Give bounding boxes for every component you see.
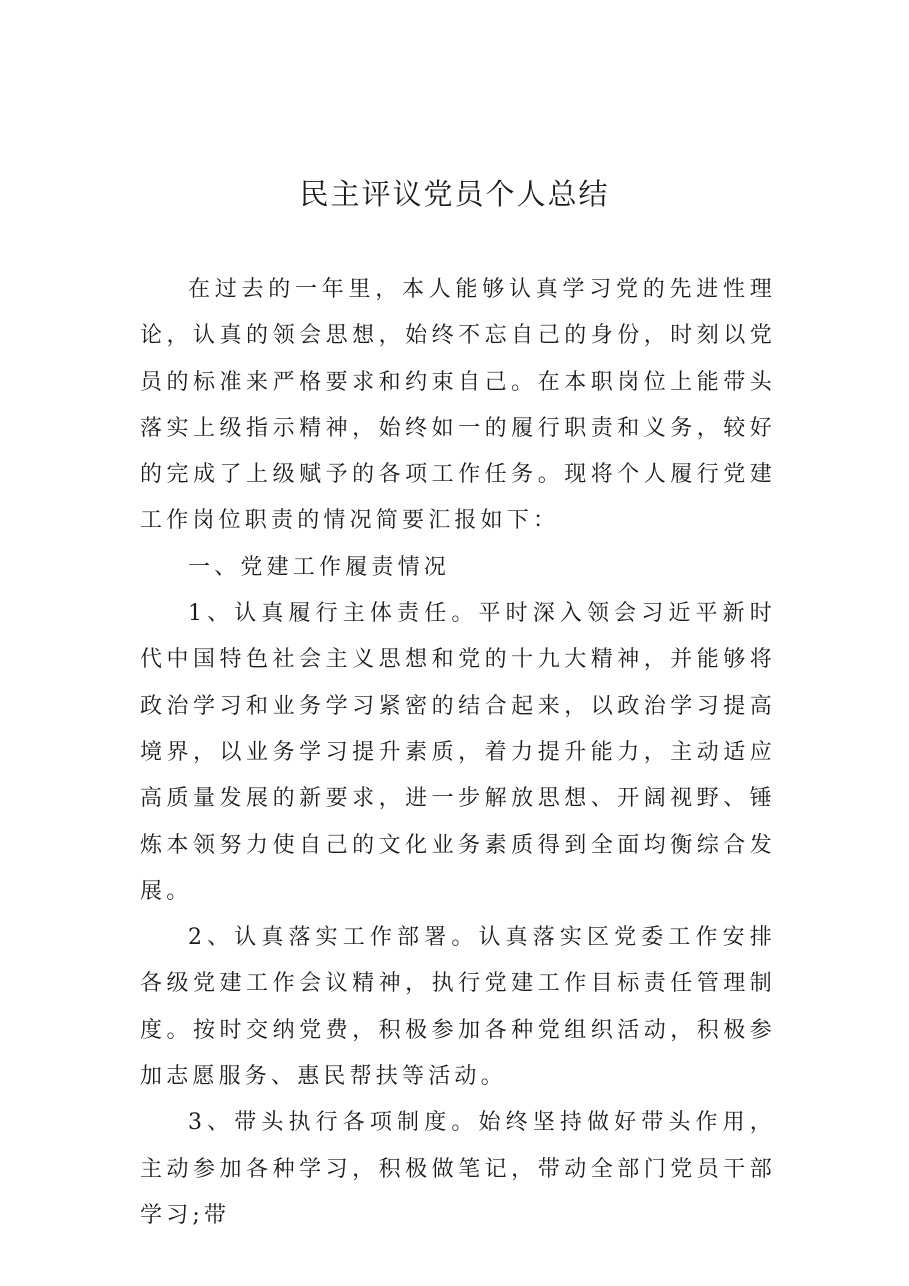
paragraph-item-1: 1、认真履行主体责任。平时深入领会习近平新时代中国特色社会主义思想和党的十九大精神，并能够将政治学习和业务学习紧密的结合起来，以政治学习提高境界，以业务学习提升素质，着力提升能力，主动适应高质量发展的新要求，进一步解放思想、开阔视野、锤炼本领努力使自己的文化业务素质得到全面均衡综合发展。 xyxy=(140,601,776,904)
document-body xyxy=(140,267,776,1239)
section-heading-1: 一、党建工作履责情况 xyxy=(188,554,451,580)
paragraph-item-2: 2、认真落实工作部署。认真落实区党委工作安排各级党建工作会议精神，执行党建工作目标责任管理制度。按时交纳党费，积极参加各种党组织活动，积极参加志愿服务、惠民帮扶等活动。 xyxy=(140,925,776,1090)
paragraph-intro: 在过去的一年里，本人能够认真学习党的先进性理论，认真的领会思想，始终不忘自己的身份，时刻以党员的标准来严格要求和约束自己。在本职岗位上能带头落实上级指示精神，始终如一的履行职责和义务，较好的完成了上级赋予的各项工作任务。现将个人履行党建工作岗位职责的情况简要汇报如下： xyxy=(140,277,776,534)
document-title: 民主评议党员个人总结 xyxy=(299,177,610,211)
paragraph-item-3: 3、带头执行各项制度。始终坚持做好带头作用，主动参加各种学习，积极做笔记，带动全部门党员干部学习;带 xyxy=(140,1110,776,1228)
